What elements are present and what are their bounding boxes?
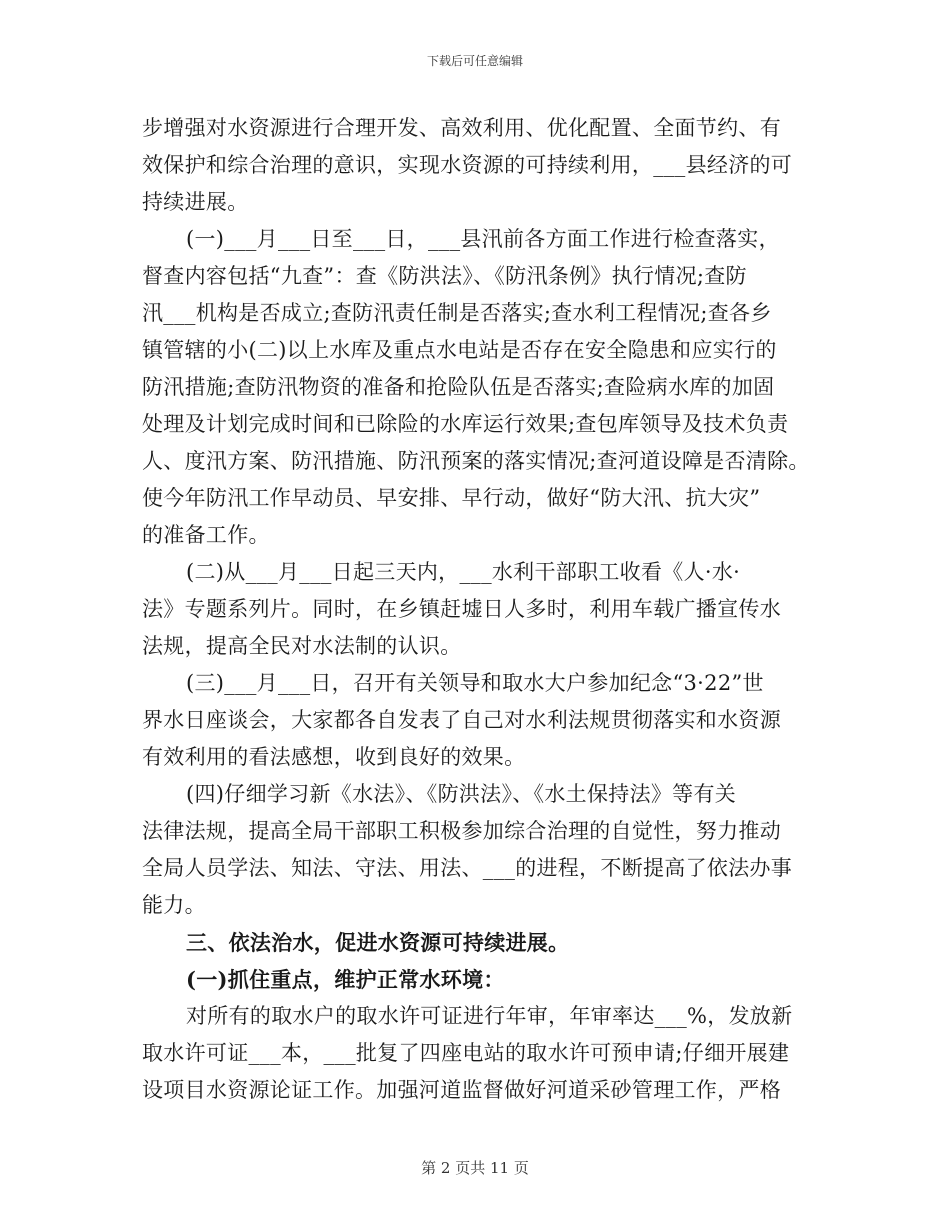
page-header: 下载后可任意编辑 <box>426 54 523 68</box>
document-body <box>142 110 810 1109</box>
text-line: (一)___月___日至___日，___县汛前各方面工作进行检查落实， <box>186 227 780 251</box>
text-line: (二)从___月___日起三天内，___水利干部职工收看《人·水· <box>186 560 741 584</box>
text-line: 的准备工作。 <box>142 523 270 547</box>
text-line: 法律法规，提高全局干部职工积极参加综合治理的自觉性，努力推动 <box>142 819 781 843</box>
text-line: 全局人员学法、知法、守法、用法、___的进程，不断提高了依法办事 <box>142 856 793 880</box>
text-line: 镇管辖的小(二)以上水库及重点水电站是否存在安全隐患和应实行的 <box>142 338 777 362</box>
text-line: 取水许可证___本，___批复了四座电站的取水许可预申请;仔细开展建 <box>142 1041 790 1065</box>
text-line: 法规，提高全民对水法制的认识。 <box>142 634 462 658</box>
text-line: 对所有的取水户的取水许可证进行年审，年审率达___%，发放新 <box>186 1004 793 1028</box>
text-line: 步增强对水资源进行合理开发、高效利用、优化配置、全面节约、有 <box>142 116 781 140</box>
text-line: 有效利用的看法感想，收到良好的效果。 <box>142 745 526 769</box>
text-line: 界水日座谈会，大家都各自发表了自己对水利法规贯彻落实和水资源 <box>142 708 781 732</box>
text-line: 处理及计划完成时间和已除险的水库运行效果;查包库领导及技术负责 <box>142 412 789 436</box>
text-line: 汛___机构是否成立;查防汛责任制是否落实;查水利工程情况;查各乡 <box>142 301 772 325</box>
text-line: 效保护和综合治理的意识，实现水资源的可持续利用，___县经济的可 <box>142 153 793 177</box>
text-line: 法》专题系列片。同时，在乡镇赶墟日人多时，利用车载广播宣传水 <box>142 597 781 621</box>
text-line: 人、度汛方案、防汛措施、防汛预案的落实情况;查河道设障是否清除。 <box>142 449 810 473</box>
text-line: 防汛措施;查防汛物资的准备和抢险队伍是否落实;查险病水库的加固 <box>142 375 775 399</box>
text-line: (四)仔细学习新《水法》、《防洪法》、《水土保持法》等有关 <box>186 782 737 806</box>
text-line: 持续进展。 <box>142 190 249 214</box>
text-line: 使今年防汛工作早动员、早安排、早行动，做好“防大汛、抗大灾” <box>142 486 761 510</box>
text-line: 督查内容包括“九查”：查《防洪法》、《防汛条例》执行情况;查防 <box>142 264 747 288</box>
text-line: (三)___月___日，召开有关领导和取水大户参加纪念“3·22”世 <box>186 671 764 695</box>
page-footer: 第 2 页共 11 页 <box>421 1159 529 1177</box>
text-line: 设项目水资源论证工作。加强河道监督做好河道采砂管理工作，严格 <box>142 1078 781 1102</box>
section-heading-line: (一)抓住重点，维护正常水环境： <box>186 967 505 992</box>
section-heading-line: 三、依法治水，促进水资源可持续进展。 <box>186 930 570 955</box>
text-line: 能力。 <box>142 893 206 917</box>
